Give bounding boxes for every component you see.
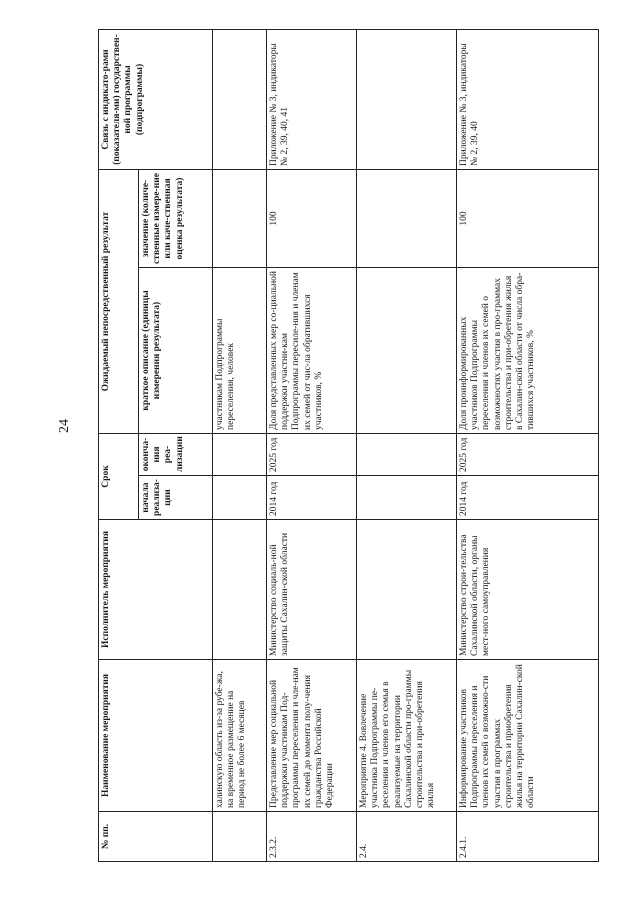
cell-name: Мероприятие 4. Вовлечение участника Подпрограммы пе-реселения и членов его семья в реализуемые на территории Сахалинской области про-граммы строительства и при-обретения жилья <box>357 660 457 812</box>
page-number: 24 <box>57 419 72 433</box>
cell-link <box>213 30 267 170</box>
cell-num: 2.4. <box>357 812 457 862</box>
cell-link: Приложение № 3, индикаторы № 2, 39, 40, 41 <box>267 30 357 170</box>
cell-end <box>213 434 267 476</box>
cell-start: 2014 год <box>457 476 599 520</box>
measures-table <box>98 29 599 862</box>
cell-value <box>357 170 457 268</box>
cell-executor: Министерство строи-тельства Сахалинской области, органы мест-ного самоуправления <box>457 520 599 660</box>
cell-end: 2025 год <box>267 434 357 476</box>
cell-num <box>213 812 267 862</box>
table-row <box>213 30 267 862</box>
cell-num: 2.3.2. <box>267 812 357 862</box>
measures-table-container <box>98 30 598 862</box>
cell-desc <box>357 268 457 434</box>
table-header <box>99 30 213 862</box>
table-row <box>267 30 357 862</box>
cell-name: халинскую область из-за рубе-жа, на временное размещение на период не более 6 месяцев <box>213 660 267 812</box>
table-row <box>457 30 599 862</box>
header-expected-value: значение (количе-ственные измере-ние или каче-ственная оценка результата) <box>139 170 213 268</box>
cell-end: 2025 год <box>457 434 599 476</box>
cell-start <box>213 476 267 520</box>
header-term-end: оконча-ния реа-лизации <box>139 434 213 476</box>
cell-num: 2.4.1. <box>457 812 599 862</box>
cell-executor: Министерство социаль-ной защиты Сахалин-ской области <box>267 520 357 660</box>
header-term-start: начала реализа-ции <box>139 476 213 520</box>
cell-value <box>213 170 267 268</box>
cell-link <box>357 30 457 170</box>
header-term: Срок <box>99 434 139 520</box>
cell-value: 100 <box>457 170 599 268</box>
header-name: Наименование мероприятия <box>99 660 213 812</box>
cell-link: Приложение № 3, индикаторы № 2, 39, 40 <box>457 30 599 170</box>
cell-desc: Доля проинформированных участников Подпрограммы переселения и членов их семей о возможностях участия в про-граммах строительства и при-обретения жилья в Сахалин-ской области от числа обра-тившихся участников, % <box>457 268 599 434</box>
header-num: № пп. <box>99 812 213 862</box>
header-executor: Исполнитель мероприятия <box>99 520 213 660</box>
header-link: Связь с индикато-рами (показателя-ми) государствен-ной программы (подпрограммы) <box>99 30 213 170</box>
cell-value: 100 <box>267 170 357 268</box>
table-row <box>357 30 457 862</box>
cell-start: 2014 год <box>267 476 357 520</box>
header-expected: Ожидаемый непосредственный результат <box>99 170 139 434</box>
cell-end <box>357 434 457 476</box>
cell-start <box>357 476 457 520</box>
header-expected-desc: краткое описание (единицы измерения результата) <box>139 268 213 434</box>
cell-executor <box>213 520 267 660</box>
cell-desc: участникам Подпрограммы переселения, человек <box>213 268 267 434</box>
cell-name: Представление мер социальной поддержки участникам Под-программы переселения и чле-нам их семей до момента полу-чения гражданства Российской Федерации <box>267 660 357 812</box>
cell-name: Информирование участников Подпрограммы переселения и членов их семей о возможно-сти участия в программах строительства и приобретения жилья на территории Сахалин-ской области <box>457 660 599 812</box>
cell-desc: Доля представленных мер со-циальной поддержки участни-кам Подпрограммы пересиле-ния и членам их семей от чис-ла обратившихся участников, % <box>267 268 357 434</box>
cell-executor <box>357 520 457 660</box>
